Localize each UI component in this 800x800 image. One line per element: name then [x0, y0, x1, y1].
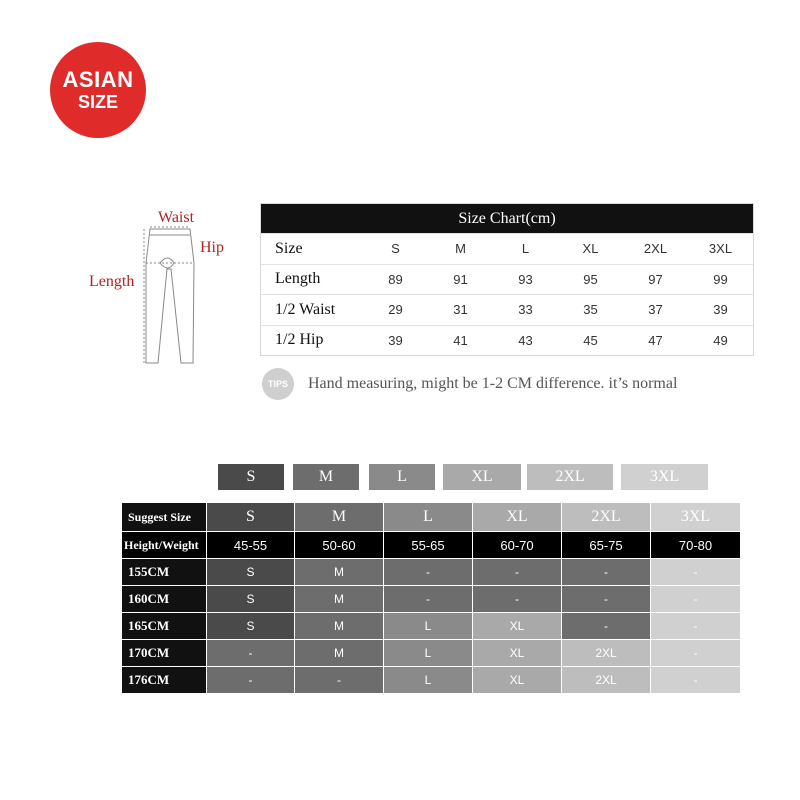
size-header: L [384, 503, 473, 532]
waist-label: Waist [158, 209, 195, 226]
table-row [122, 640, 741, 667]
cell: 97 [648, 271, 663, 287]
tips-icon: TIPS [262, 368, 294, 400]
size-cell: - [207, 640, 295, 667]
cell: L [521, 241, 530, 257]
legend-3xl: 3XL [621, 464, 708, 490]
size-cell: - [384, 586, 473, 613]
cell: 47 [648, 332, 663, 348]
cell: 95 [583, 271, 598, 287]
size-cell: L [384, 613, 473, 640]
weight-cell: 55-65 [384, 532, 473, 559]
size-cell: - [562, 613, 651, 640]
size-cell: S [207, 559, 295, 586]
size-cell: M [295, 613, 384, 640]
height-label: 165CM [122, 613, 207, 640]
cell: 31 [453, 302, 468, 318]
weight-cell: 45-55 [207, 532, 295, 559]
size-cell: - [384, 559, 473, 586]
length-label: Length [89, 273, 135, 290]
size-cell: - [651, 586, 741, 613]
hip-row [261, 325, 753, 356]
cell: 43 [518, 332, 533, 348]
size-header: M [295, 503, 384, 532]
height-label: 155CM [122, 559, 207, 586]
cell: 37 [648, 302, 663, 318]
row-label: Length [275, 270, 321, 288]
cell: 2XL [643, 241, 668, 257]
size-chart-title: Size Chart(cm) [261, 204, 753, 233]
table-row [122, 667, 741, 694]
size-header: S [207, 503, 295, 532]
size-cell: 2XL [562, 667, 651, 694]
cell: 49 [713, 332, 728, 348]
height-label: 160CM [122, 586, 207, 613]
cell: 89 [388, 271, 403, 287]
size-cell: M [295, 640, 384, 667]
legend-xl: XL [443, 464, 521, 490]
size-cell: - [295, 667, 384, 694]
cell: 29 [388, 302, 403, 318]
cell: 3XL [708, 241, 733, 257]
tips-note [262, 368, 677, 400]
length-row [261, 264, 753, 295]
legend-2xl: 2XL [527, 464, 613, 490]
weight-row [122, 532, 741, 559]
weight-cell: 65-75 [562, 532, 651, 559]
cell: 39 [713, 302, 728, 318]
tips-text: Hand measuring, might be 1-2 CM difference. it’s normal [308, 375, 678, 392]
size-header: 2XL [562, 503, 651, 532]
size-row [261, 233, 753, 264]
row-label: 1/2 Waist [275, 300, 336, 318]
weight-cell: 50-60 [295, 532, 384, 559]
asian-size-badge [50, 42, 146, 138]
size-cell: - [473, 586, 562, 613]
height-weight-label: Height/Weight [122, 532, 207, 559]
cell: 35 [583, 302, 598, 318]
size-cell: M [295, 586, 384, 613]
pants-diagram [86, 205, 236, 365]
weight-cell: 70-80 [651, 532, 741, 559]
waist-row [261, 294, 753, 325]
table-row [122, 613, 741, 640]
size-cell: XL [473, 667, 562, 694]
badge-line2: SIZE [77, 92, 118, 112]
cell: 45 [583, 332, 598, 348]
size-cell: - [651, 667, 741, 694]
legend-m: M [293, 464, 359, 490]
size-cell: - [651, 559, 741, 586]
row-label: 1/2 Hip [275, 331, 324, 349]
cell: 33 [518, 302, 533, 318]
suggest-header-row [122, 503, 741, 532]
height-label: 170CM [122, 640, 207, 667]
weight-cell: 60-70 [473, 532, 562, 559]
size-cell: - [473, 559, 562, 586]
size-cell: S [207, 613, 295, 640]
legend-s: S [218, 464, 284, 490]
size-cell: XL [473, 613, 562, 640]
size-cell: M [295, 559, 384, 586]
cell: XL [582, 241, 599, 257]
size-cell: 2XL [562, 640, 651, 667]
suggest-size-label: Suggest Size [122, 503, 207, 532]
size-cell: - [207, 667, 295, 694]
cell: 91 [453, 271, 468, 287]
cell: 93 [518, 271, 533, 287]
size-chart [260, 203, 754, 356]
size-cell: - [562, 559, 651, 586]
size-cell: XL [473, 640, 562, 667]
height-label: 176CM [122, 667, 207, 694]
pants-outline-icon [138, 223, 202, 365]
size-cell: S [207, 586, 295, 613]
cell: S [391, 241, 400, 257]
size-header: XL [473, 503, 562, 532]
table-row [122, 559, 741, 586]
size-cell: - [562, 586, 651, 613]
size-cell: L [384, 667, 473, 694]
cell: 41 [453, 332, 468, 348]
suggest-size-table [121, 502, 741, 694]
table-row [122, 586, 741, 613]
cell: 99 [713, 271, 728, 287]
hip-label: Hip [200, 239, 224, 256]
badge-line1: ASIAN [62, 67, 134, 92]
cell: 39 [388, 332, 403, 348]
cell: M [455, 241, 466, 257]
size-header: 3XL [651, 503, 741, 532]
size-cell: L [384, 640, 473, 667]
size-cell: - [651, 640, 741, 667]
row-label: Size [275, 239, 303, 257]
size-cell: - [651, 613, 741, 640]
legend-l: L [369, 464, 435, 490]
